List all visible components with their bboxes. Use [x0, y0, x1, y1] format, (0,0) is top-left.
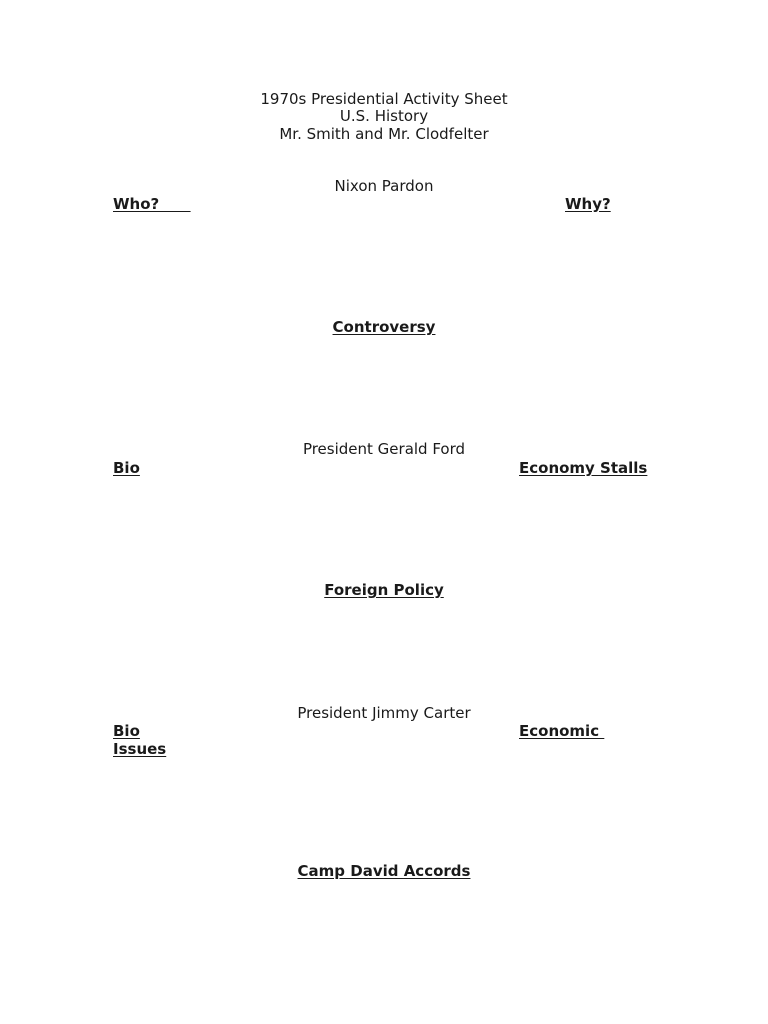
label-carter-bio: Bio: [113, 722, 140, 740]
section-heading-jimmy-carter: President Jimmy Carter: [297, 704, 471, 722]
teacher-names: Mr. Smith and Mr. Clodfelter: [279, 125, 489, 143]
label-economy-stalls: Economy Stalls: [519, 459, 648, 477]
label-camp-david-accords: [0, 863, 768, 880]
worksheet-title: 1970s Presidential Activity Sheet: [260, 90, 508, 108]
course-name: U.S. History: [339, 107, 429, 125]
label-foreign-policy-text: Foreign Policy: [324, 581, 444, 599]
label-why: Why?: [565, 195, 611, 213]
label-issues: Issues: [113, 740, 167, 758]
label-who: Who?: [113, 195, 191, 213]
label-camp-david-accords-text: Camp David Accords: [297, 862, 471, 880]
section-heading-gerald-ford: President Gerald Ford: [302, 440, 466, 458]
section-heading-nixon-pardon: Nixon Pardon: [334, 177, 434, 195]
label-controversy: [0, 319, 768, 336]
label-foreign-policy: [0, 582, 768, 599]
label-controversy-text: Controversy: [332, 318, 436, 336]
label-economic: Economic: [519, 722, 605, 740]
label-ford-bio: Bio: [113, 459, 140, 477]
